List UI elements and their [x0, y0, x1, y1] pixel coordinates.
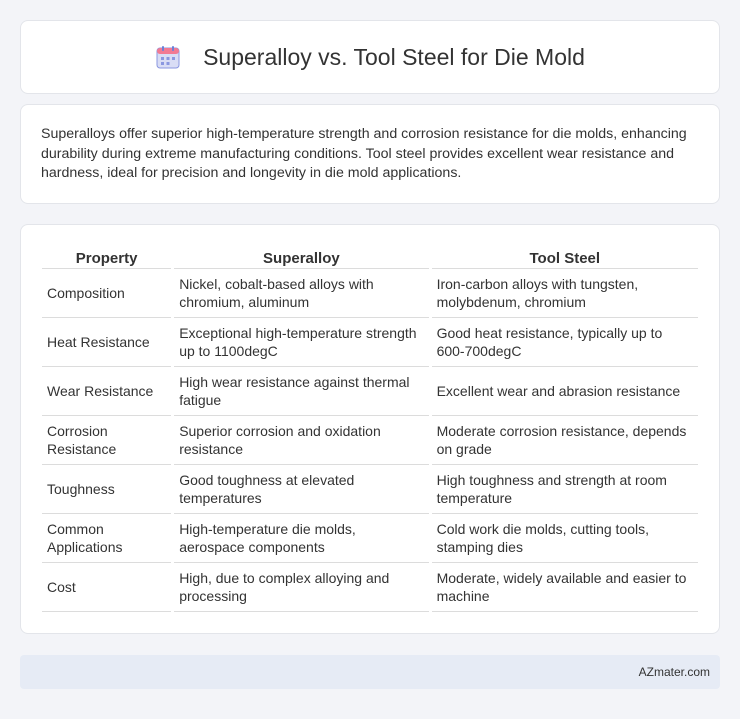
superalloy-cell: Exceptional high-temperature strength up to 1100degC — [174, 318, 428, 367]
table-row — [42, 563, 698, 612]
superalloy-cell: Nickel, cobalt-based alloys with chromium, aluminum — [174, 269, 428, 318]
property-cell: Common Applications — [42, 514, 171, 563]
property-cell: Corrosion Resistance — [42, 416, 171, 465]
title-card — [20, 20, 720, 94]
property-cell: Wear Resistance — [42, 367, 171, 416]
column-header-superalloy: Superalloy — [174, 245, 428, 269]
superalloy-cell: High, due to complex alloying and processing — [174, 563, 428, 612]
property-cell: Heat Resistance — [42, 318, 171, 367]
tool-steel-cell: High toughness and strength at room temperature — [432, 465, 698, 514]
calendar-icon — [155, 44, 181, 70]
table-row — [42, 318, 698, 367]
table-row — [42, 514, 698, 563]
column-header-property: Property — [42, 245, 171, 269]
footer — [20, 655, 720, 689]
summary-card — [20, 104, 720, 204]
tool-steel-cell: Moderate corrosion resistance, depends on grade — [432, 416, 698, 465]
tool-steel-cell: Moderate, widely available and easier to machine — [432, 563, 698, 612]
table-row — [42, 416, 698, 465]
superalloy-cell: Good toughness at elevated temperatures — [174, 465, 428, 514]
table-row — [42, 367, 698, 416]
superalloy-cell: High-temperature die molds, aerospace components — [174, 514, 428, 563]
property-cell: Composition — [42, 269, 171, 318]
property-cell: Toughness — [42, 465, 171, 514]
summary-text: Superalloys offer superior high-temperature strength and corrosion resistance for die molds, enhancing durability during extreme manufacturing conditions. Tool steel provides excellent wear resistance and hardness, ideal for precision and longevity in die mold applications. — [41, 126, 687, 181]
property-cell: Cost — [42, 563, 171, 612]
tool-steel-cell: Good heat resistance, typically up to 600-700degC — [432, 318, 698, 367]
tool-steel-cell: Cold work die molds, cutting tools, stamping dies — [432, 514, 698, 563]
tool-steel-cell: Iron-carbon alloys with tungsten, molybdenum, chromium — [432, 269, 698, 318]
superalloy-cell: High wear resistance against thermal fatigue — [174, 367, 428, 416]
table-row — [42, 465, 698, 514]
table-row — [42, 269, 698, 318]
superalloy-cell: Superior corrosion and oxidation resistance — [174, 416, 428, 465]
footer-brand[interactable]: AZmater.com — [638, 665, 710, 679]
comparison-table — [39, 245, 701, 612]
column-header-tool-steel: Tool Steel — [432, 245, 698, 269]
tool-steel-cell: Excellent wear and abrasion resistance — [432, 367, 698, 416]
comparison-table-card — [20, 224, 720, 634]
page-title: Superalloy vs. Tool Steel for Die Mold — [203, 43, 585, 70]
table-header-row — [42, 245, 698, 269]
